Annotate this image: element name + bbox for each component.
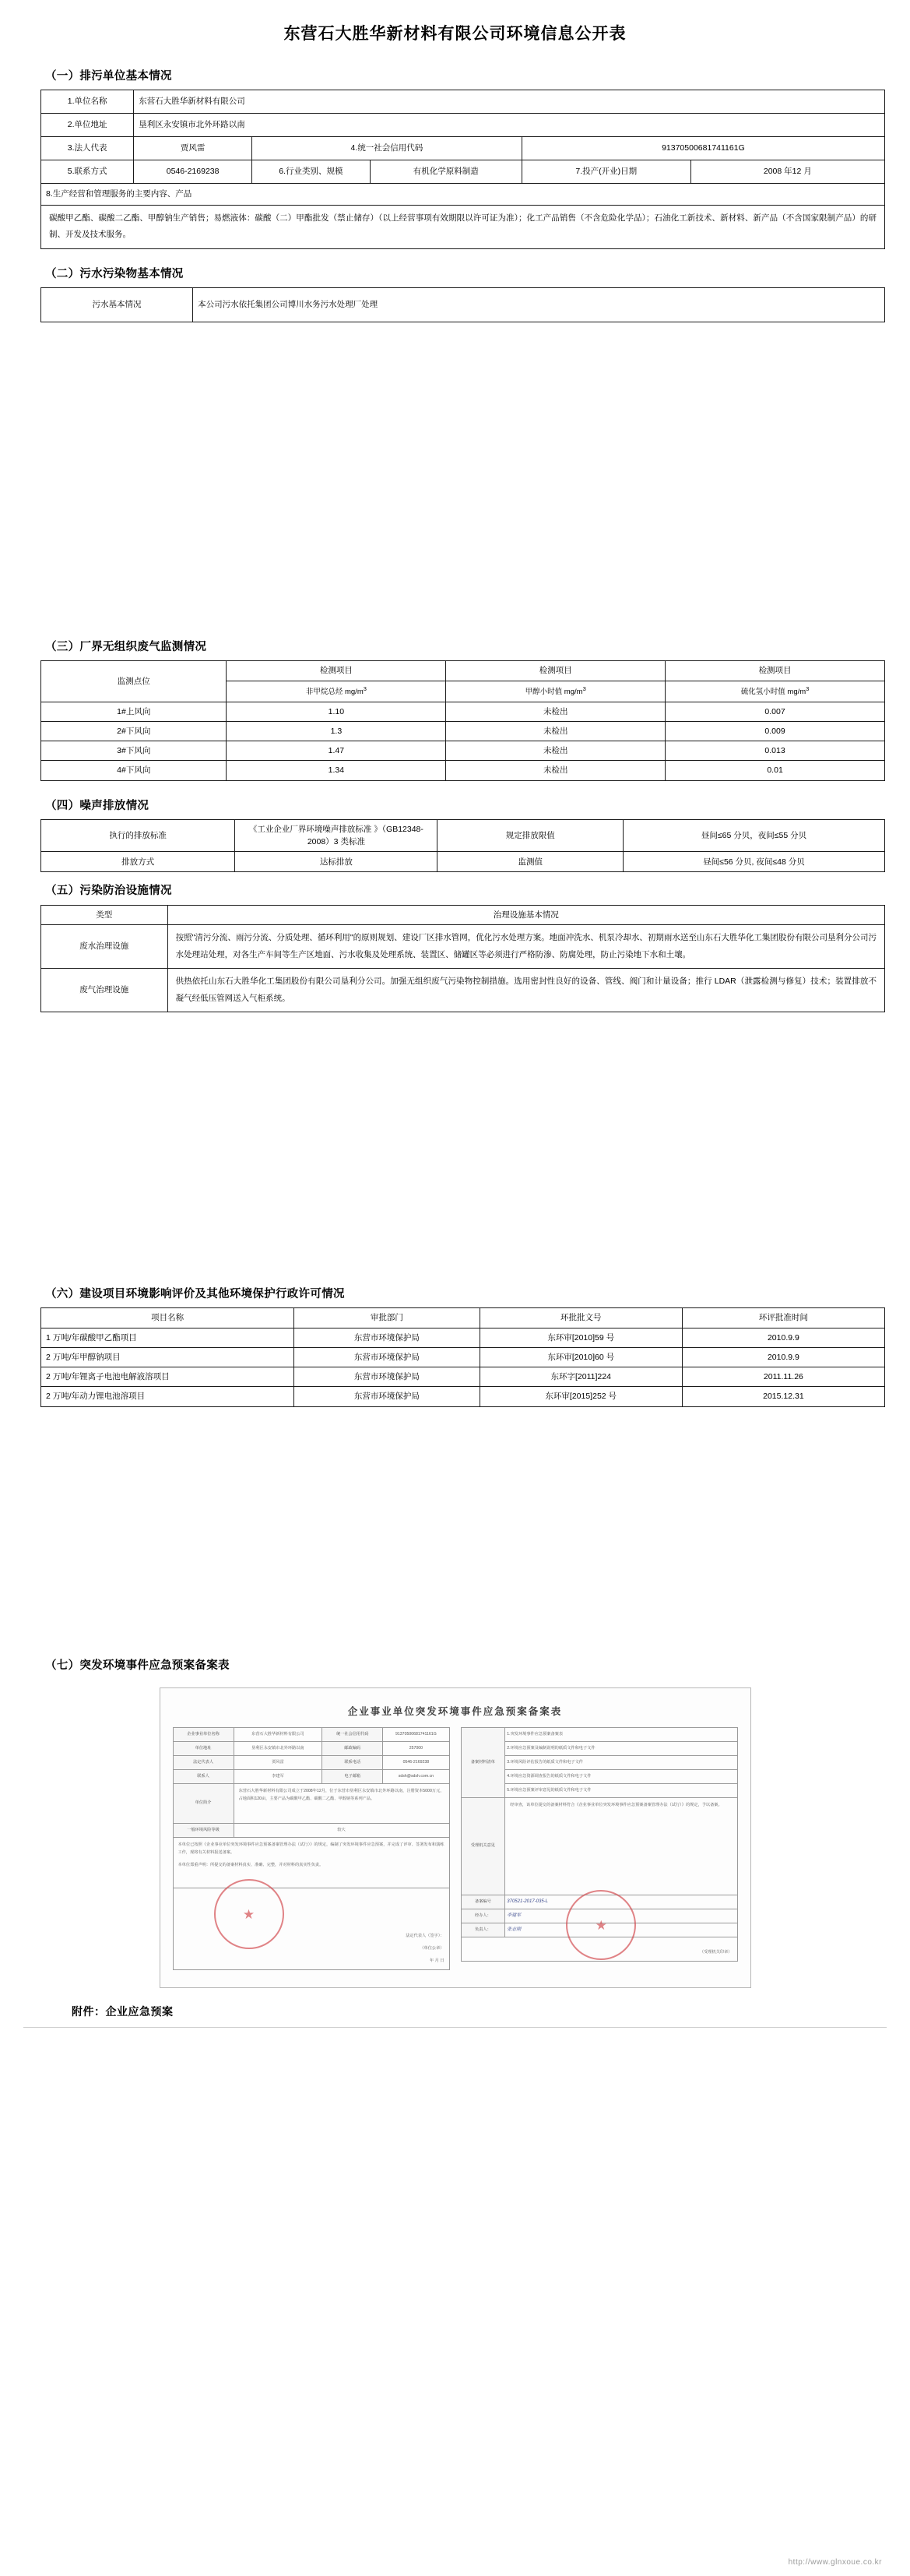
table-row — [41, 852, 885, 872]
table-row — [461, 1798, 737, 1895]
scan-right-page — [461, 1727, 738, 1970]
footer-divider — [23, 2027, 887, 2028]
section-1-heading: （一）排污单位基本情况 — [45, 69, 172, 83]
value-methanol-1: 未检出 — [446, 702, 666, 721]
approval-doc-1: 东环审[2010]59 号 — [480, 1328, 682, 1347]
table-row — [41, 761, 885, 780]
scan-label2-1: 邮政编码 — [322, 1742, 383, 1756]
noise-limit-label: 规定排放限值 — [437, 819, 623, 852]
table-row — [41, 90, 885, 113]
scan-date-value: 年 月 日 — [430, 1958, 444, 1964]
item-header-3: 检测项目 — [666, 661, 885, 681]
scan-label2-0: 统一社会信用代码 — [322, 1728, 383, 1742]
approval-dept-4: 东营市环境保护局 — [294, 1387, 480, 1406]
value-nmhc-2: 1.3 — [227, 721, 446, 741]
section-7-heading: （七）突发环境事件应急预案备案表 — [45, 1659, 230, 1672]
startup-value: 2008 年12 月 — [690, 160, 884, 183]
scan-left-page — [173, 1727, 450, 1970]
project-name-1: 1 万吨/年碳酸甲乙酯项目 — [41, 1328, 294, 1347]
scan-operator-label: 经办人： — [461, 1909, 505, 1923]
startup-label: 7.投产(开业)日期 — [522, 160, 690, 183]
wastewater-facility-label: 废水治理设施 — [41, 925, 168, 969]
attachment-label: 附件：企业应急预案 — [72, 2005, 174, 2018]
blank-space-2 — [23, 1012, 887, 1269]
approval-date-4: 2015.12.31 — [682, 1387, 884, 1406]
industry-label: 6.行业类别、规模 — [251, 160, 370, 183]
approval-dept-1: 东营市环境保护局 — [294, 1328, 480, 1347]
basic-info-table — [40, 90, 885, 249]
table-row — [41, 702, 885, 721]
scan-sign-label: 法定代表人（签字）： — [406, 1934, 444, 1939]
table-row — [173, 1838, 449, 1888]
table-header-row — [41, 661, 885, 681]
scan-note-text: 本单位已按照《企业事业单位突发环境事件应急预案备案管理办法（试行）》的规定，编制了突发环境事件应急预案，并完成了评审、签署发布和演练工作，现将有关材料报送备案。 — [177, 1842, 444, 1855]
approval-date-3: 2011.11.26 — [682, 1367, 884, 1387]
value-h2s-1: 0.007 — [666, 702, 885, 721]
scan-opinion-text: 经审查，该单位提交的备案材料符合《企业事业单位突发环境事件应急预案备案管理办法（试行）》的规定，予以备案。 — [510, 1803, 722, 1807]
scan-declare-text: 本单位郑重声明：所提交的备案材料真实、准确、完整，并对材料的真实性负责。 — [177, 1862, 324, 1867]
monitor-point-1: 1#上风向 — [41, 702, 227, 721]
table-header-row — [41, 905, 885, 924]
noise-mode-label: 排放方式 — [41, 852, 235, 872]
table-row — [173, 1728, 449, 1742]
unit-name-label: 1.单位名称 — [41, 90, 134, 113]
table-row — [173, 1756, 449, 1770]
section-2-heading: （二）污水污染物基本情况 — [45, 267, 184, 280]
scan-label2-3: 电子邮箱 — [322, 1770, 383, 1784]
section-5-heading: （五）污染防治设施情况 — [45, 885, 172, 898]
scan-value-0: 东营石大胜华新材料有限公司 — [234, 1728, 322, 1742]
scan-checklist-item-4: 5.环境应急预案评审意见的纸质文件和电子文件 — [505, 1784, 737, 1798]
table-row — [41, 721, 885, 741]
value-methanol-3: 未检出 — [446, 741, 666, 761]
unit-address-value: 垦利区永安镇市北外环路以南 — [134, 113, 885, 136]
scan-record-no-value: 370521-2017-035-L — [505, 1895, 737, 1909]
item-header-1: 检测项目 — [227, 661, 446, 681]
value-h2s-2: 0.009 — [666, 721, 885, 741]
legal-rep-label: 3.法人代表 — [41, 136, 134, 160]
monitor-point-header: 监测点位 — [41, 661, 227, 702]
scan-leader-value: 张志刚 — [505, 1923, 737, 1937]
value-nmhc-3: 1.47 — [227, 741, 446, 761]
table-row — [173, 1784, 449, 1824]
noise-emission-table — [40, 819, 885, 873]
table-row — [41, 160, 885, 183]
page-title: 东营石大胜华新材料有限公司环境信息公开表 — [283, 25, 627, 43]
monitor-point-2: 2#下风向 — [41, 721, 227, 741]
company-seal-stamp — [214, 1879, 284, 1949]
approval-date-header: 环评批准时间 — [682, 1308, 884, 1328]
table-row — [41, 1387, 885, 1406]
table-row — [41, 819, 885, 852]
scan-authority-seal-label: （受理机关印章） — [699, 1950, 733, 1955]
noise-monitor-label: 监测值 — [437, 852, 623, 872]
table-header-row — [41, 1308, 885, 1328]
scan-value2-0: 91370500681741161G — [383, 1728, 449, 1742]
scan-seal-label: （单位公章） — [420, 1946, 444, 1951]
scan-checklist-item-2: 3.环境风险评估报告的纸质文件和电子文件 — [505, 1756, 737, 1770]
section-6-heading: （六）建设项目环境影响评价及其他环境保护行政许可情况 — [45, 1288, 345, 1301]
value-h2s-4: 0.01 — [666, 761, 885, 780]
noise-standard-label: 执行的排放标准 — [41, 819, 235, 852]
table-row — [41, 1367, 885, 1387]
scan-info-table — [173, 1727, 450, 1970]
footer-watermark-url: http://www.glnxoue.co.kr — [788, 2558, 882, 2567]
star-icon: ★ — [242, 1906, 255, 1922]
project-name-4: 2 万吨/年动力锂电池溶项目 — [41, 1387, 294, 1406]
noise-standard-value: 《工业企业厂界环境噪声排放标准 》（GB12348-2008）3 类标准 — [235, 819, 437, 852]
value-methanol-4: 未检出 — [446, 761, 666, 780]
wastewater-label: 污水基本情况 — [41, 288, 193, 322]
value-nmhc-4: 1.34 — [227, 761, 446, 780]
unit-header-1: 非甲烷总烃 $mg/m^3$ — [227, 681, 446, 702]
authority-seal-stamp — [566, 1890, 636, 1960]
value-nmhc-1: 1.10 — [227, 702, 446, 721]
table-row — [41, 113, 885, 136]
wastewater-info-table — [40, 287, 885, 322]
industry-value: 有机化学原料制造 — [370, 160, 522, 183]
scan-label-1: 单位地址 — [173, 1742, 234, 1756]
products-value: 碳酸甲乙酯、碳酸二乙酯、甲醇钠生产销售；易燃液体：碳酸（二）甲酯批发（禁止储存）（以上经营事项有效期限以许可证为准）；化工产品销售（不含危险化学品）；石油化工新技术、新材料、新产品（不含国家限制产品）的研制、开发及技术服务。 — [49, 213, 877, 240]
table-row — [41, 925, 885, 969]
table-row — [41, 969, 885, 1012]
table-row — [461, 1728, 737, 1742]
approval-dept-2: 东营市环境保护局 — [294, 1347, 480, 1367]
blank-space-1 — [23, 322, 887, 622]
wastewater-value: 本公司污水依托集团公司博川水务污水处理厂处理 — [193, 288, 885, 322]
emergency-plan-scan — [160, 1687, 751, 1988]
approval-dept-header: 审批部门 — [294, 1308, 480, 1328]
scan-label-2: 法定代表人 — [173, 1756, 234, 1770]
unit-name-value: 东营石大胜华新材料有限公司 — [134, 90, 885, 113]
scan-label2-2: 联系电话 — [322, 1756, 383, 1770]
table-row — [173, 1824, 449, 1838]
approval-doc-header: 环批批文号 — [480, 1308, 682, 1328]
scan-value-1: 垦利区永安镇市北外环路以南 — [234, 1742, 322, 1756]
contact-value: 0546-2169238 — [134, 160, 252, 183]
credit-code-value: 91370500681741161G — [522, 136, 884, 160]
monitor-point-3: 3#下风向 — [41, 741, 227, 761]
table-row — [41, 741, 885, 761]
star-icon: ★ — [595, 1917, 607, 1933]
wastewater-facility-desc: 按照"清污分流、雨污分流、分质处理、循环利用"的原则规划、建设厂区排水管网，优化污水处理方案。地面冲洗水、机泵冷却水、初期雨水送至山东石大胜华化工集团股份有限公司垦利分公司污水处理站处理，对各生产车间等生产区地面、污水收集及处理系统、装置区、储罐区等必须进行严格防渗、防腐处理，防止污染地下水和土壤。 — [175, 933, 877, 959]
noise-mode-value: 达标排放 — [235, 852, 437, 872]
table-row — [41, 288, 885, 322]
table-row — [173, 1888, 449, 1970]
credit-code-label: 4.统一社会信用代码 — [251, 136, 522, 160]
noise-monitor-value: 昼间≤56 分贝, 夜间≤48 分贝 — [623, 852, 884, 872]
unit-header-2: 甲醇小时值 $mg/m^3$ — [446, 681, 666, 702]
approval-date-2: 2010.9.9 — [682, 1347, 884, 1367]
scan-risk-value: 较大 — [234, 1824, 449, 1838]
approval-date-1: 2010.9.9 — [682, 1328, 884, 1347]
noise-limit-value: 昼间≤65 分贝，夜间≤55 分贝 — [623, 819, 884, 852]
wastegas-facility-desc: 供热依托山东石大胜华化工集团股份有限公司垦利分公司。加强无组织废气污染物控制措施。选用密封性良好的设备、管线、阀门和计量设备；推行 LDAR（泄露检测与修复）技术；装置排放不凝气经低压管网送入气柜系统。 — [175, 977, 877, 1003]
scan-label-0: 企业事业单位名称 — [173, 1728, 234, 1742]
table-row — [41, 1347, 885, 1367]
scan-value2-3: sdsh@sdsh.com.cn — [383, 1770, 449, 1784]
legal-rep-value: 贾风雷 — [134, 136, 252, 160]
project-name-header: 项目名称 — [41, 1308, 294, 1328]
document-content — [0, 69, 910, 2020]
item-header-2: 检测项目 — [446, 661, 666, 681]
blank-space-3 — [23, 1407, 887, 1641]
scan-risk-label: 一般环境风险等级 — [173, 1824, 234, 1838]
table-row — [41, 183, 885, 205]
scan-value2-2: 0546-2169238 — [383, 1756, 449, 1770]
scan-value2-1: 257000 — [383, 1742, 449, 1756]
scan-brief-label: 单位简介 — [173, 1784, 234, 1824]
table-row — [173, 1742, 449, 1756]
scan-operator-value: 李建军 — [505, 1909, 737, 1923]
approval-doc-4: 东环审[2015]252 号 — [480, 1387, 682, 1406]
scan-checklist-label: 备案材料清单 — [461, 1728, 505, 1798]
fugitive-emission-table — [40, 660, 885, 780]
unit-header-3: 硫化氢小时值 $mg/m^3$ — [666, 681, 885, 702]
scan-record-no-label: 备案编号 — [461, 1895, 505, 1909]
section-4-heading: （四）噪声排放情况 — [45, 799, 149, 812]
project-name-2: 2 万吨/年甲醇钠项目 — [41, 1347, 294, 1367]
approval-doc-2: 东环审[2010]60 号 — [480, 1347, 682, 1367]
pollution-control-table — [40, 905, 885, 1012]
products-label: 8.生产经营和管理服务的主要内容、产品 — [41, 183, 885, 205]
monitor-point-4: 4#下风向 — [41, 761, 227, 780]
unit-address-label: 2.单位地址 — [41, 113, 134, 136]
wastegas-facility-label: 废气治理设施 — [41, 969, 168, 1012]
value-h2s-3: 0.013 — [666, 741, 885, 761]
scan-checklist-table — [461, 1727, 738, 1962]
facility-type-header: 类型 — [41, 905, 168, 924]
contact-label: 5.联系方式 — [41, 160, 134, 183]
scan-value-3: 李建军 — [234, 1770, 322, 1784]
scan-checklist-item-0: 1.突发环境事件应急预案备案表 — [505, 1728, 737, 1742]
scan-checklist-item-3: 4.环境应急资源调查报告的纸质文件和电子文件 — [505, 1770, 737, 1784]
scan-document-title: 企业事业单位突发环境事件应急预案备案表 — [347, 1706, 563, 1717]
scan-value-2: 贾风雷 — [234, 1756, 322, 1770]
scan-opinion-label: 受理机关意见 — [461, 1798, 505, 1895]
value-methanol-2: 未检出 — [446, 721, 666, 741]
approval-dept-3: 东营市环境保护局 — [294, 1367, 480, 1387]
table-row — [41, 205, 885, 248]
scan-label-3: 联系人 — [173, 1770, 234, 1784]
table-row — [173, 1770, 449, 1784]
table-row — [41, 136, 885, 160]
scan-checklist-item-1: 2.环境应急预案及编制说明的纸质文件和电子文件 — [505, 1742, 737, 1756]
scan-leader-label: 负责人： — [461, 1923, 505, 1937]
table-row — [41, 1328, 885, 1347]
approval-doc-3: 东环字[2011]224 — [480, 1367, 682, 1387]
eia-approval-table — [40, 1307, 885, 1406]
section-3-heading: （三）厂界无组织废气监测情况 — [45, 641, 207, 654]
scan-brief-text: 东营石大胜华新材料有限公司成立于2008年12月，位于东营市垦利区永安镇市北外环路以南，注册资本5000万元，占地面积120亩，主要产品为碳酸甲乙酯、碳酸二乙酯、甲醇钠等系列产品。 — [238, 1789, 444, 1801]
facility-desc-header: 治理设施基本情况 — [167, 905, 884, 924]
project-name-3: 2 万吨/年锂离子电池电解液溶项目 — [41, 1367, 294, 1387]
